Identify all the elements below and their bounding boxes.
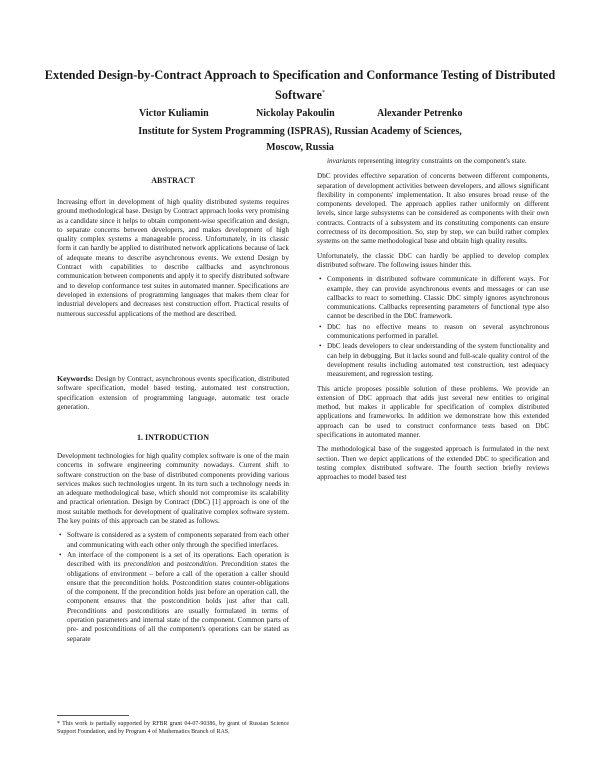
author-name: Nickolay Pakoulin (256, 108, 335, 119)
list-item-continuation: invariants representing integrity constraints on the component's state. (327, 157, 527, 165)
list-item: • Components in distributed software communicate in different ways. For example, they can provide asynchronous events and messages or can use callbacks to react to something. Classic DbC simply ignores asynchronous communications. Callbacks representing parameters of functional type also cannot be described in the DbC framework. (327, 275, 549, 321)
abstract-heading: ABSTRACT (151, 176, 195, 185)
term-invariants: invariants (327, 157, 357, 165)
abstract-body (57, 198, 289, 324)
paragraph: This article proposes possible solution of these problems. We provide an extension of DbC approach that adds just several new entities to original method, but makes it applicable for specification of complex distributed applications and frameworks. In addition we demonstrate how this extended approach can be used to construct conformance tests based on DbC specifications in automated manner. (317, 384, 549, 440)
author-name: Alexander Petrenko (377, 108, 463, 119)
affiliation (40, 124, 560, 156)
paragraph: Unfortunately, the classic DbC can hardly be applied to develop complex distributed software. The following issues hinder this. (317, 251, 549, 269)
right-column (317, 157, 549, 488)
paragraph: The methodological base of the suggested approach is formulated in the next section. Then we depict applications of the extended DbC to specification and testing complex distributed software. The fourth section briefly reviews approaches to model based test (317, 445, 549, 482)
list-item: • An interface of the component is a set of its operations. Each operation is described with its precondition and postcondition. Precondition states the obligations of environment – before a call of the operation a caller should ensure that the precondition holds. Postcondition states counter-obligations of the component. If the precondition holds just before an operation call, the component ensures that the postcondition holds just after that call. Preconditions and postconditions are usually formulated in terms of operation parameters and internal state of the component. Common parts of pre- and postconditions of all the component's operations can be stated as separate (67, 551, 289, 644)
author-name: Victor Kuliamin (139, 108, 209, 119)
affiliation-line: Institute for System Programming (ISPRAS), Russian Academy of Sciences, (138, 126, 462, 137)
footnote-rule (57, 715, 129, 716)
introduction-body (57, 452, 289, 649)
issues-list (317, 275, 549, 379)
footnote: * This work is partially supported by RFBR grant 04-07-90386, by grant of Russian Science Support Foundation, and by Program 4 of Mathematics Branch of RAS. (57, 721, 289, 735)
author-list (40, 108, 560, 122)
paper-title: Extended Design-by-Contract Approach to Specification and Conformance Testing of Distributed Software* (44, 68, 556, 103)
list-item: • Software is considered as a system of components separated from each other and communicating with each other only through the specified interfaces. (67, 531, 289, 550)
term-precondition: precondition (123, 560, 161, 569)
keywords-label: Keywords: (57, 374, 94, 383)
affiliation-line: Moscow, Russia (266, 142, 334, 153)
keywords (57, 374, 289, 417)
paragraph: DbC provides effective separation of concerns between different components, separation of development activities between developers, and allows significant flexibility in components' implementation. It also ensures broad reuse of the components developed. The approach applies rather uniformly on different levels, since large subsystems can be considered as components with their own contracts. Contracts of a subsystem and its constituting components can ensure correctness of its decomposition. So, step by step, we can build rather complex systems on the same methodological base and obtain high quality results. (317, 172, 549, 246)
section-heading-introduction: 1. INTRODUCTION (136, 433, 209, 442)
key-points-list (57, 531, 289, 644)
title-footnote-mark: * (321, 90, 325, 96)
keywords-text: Design by Contract, asynchronous events specification, distributed software specification, model based testing, automated test construction, specification extension of programming language, automatic test oracle generation. (57, 375, 290, 411)
list-item: • DbC has no effective means to reason on several asynchronous communications performed in parallel. (327, 323, 549, 342)
list-item: • DbC leads developers to clear understanding of the system functionality and can help in debugging. But it lacks sound and full-scale quality control of the development results including automated test construction, test adequacy measurement, and regression testing. (327, 342, 549, 379)
abstract-text: Increasing effort in development of high quality distributed systems requires ground methodological base. Design by Contract approach looks very promising as a candidate since it helps to obtain component-wise specification and design, to separate concerns between developers, and makes development of high quality complex systems a manageable process. Unfortunately, in its classic form it can hardly be applied to distributed network applications because of lack of adequate means to describe asynchronous events. We extend Design by Contract with capabilities to describe callbacks and asynchronous communication between components and apply it to specify distributed software and to develop conformance test suites in automated manner. Specifications are developed in extensions of programming languages that makes them clear for industrial developers and decreases test construction effort. Practical results of numerous successful applications of the method are described. (57, 198, 289, 318)
paragraph: Development technologies for high quality complex software is one of the main concerns in software engineering community nowadays. Current shift to software construction on the base of distributed components providing various services makes such technologies urgent. In its turn such a technology needs in an adequate methodological base, which should not compromise its scalability and practical orientation. Design by Contract (DbC) [1] approach is one of the most suitable methods for development of qualitative complex software system. The key points of this approach can be stated as follows. (57, 452, 289, 526)
term-postcondition: postcondition (176, 560, 217, 569)
